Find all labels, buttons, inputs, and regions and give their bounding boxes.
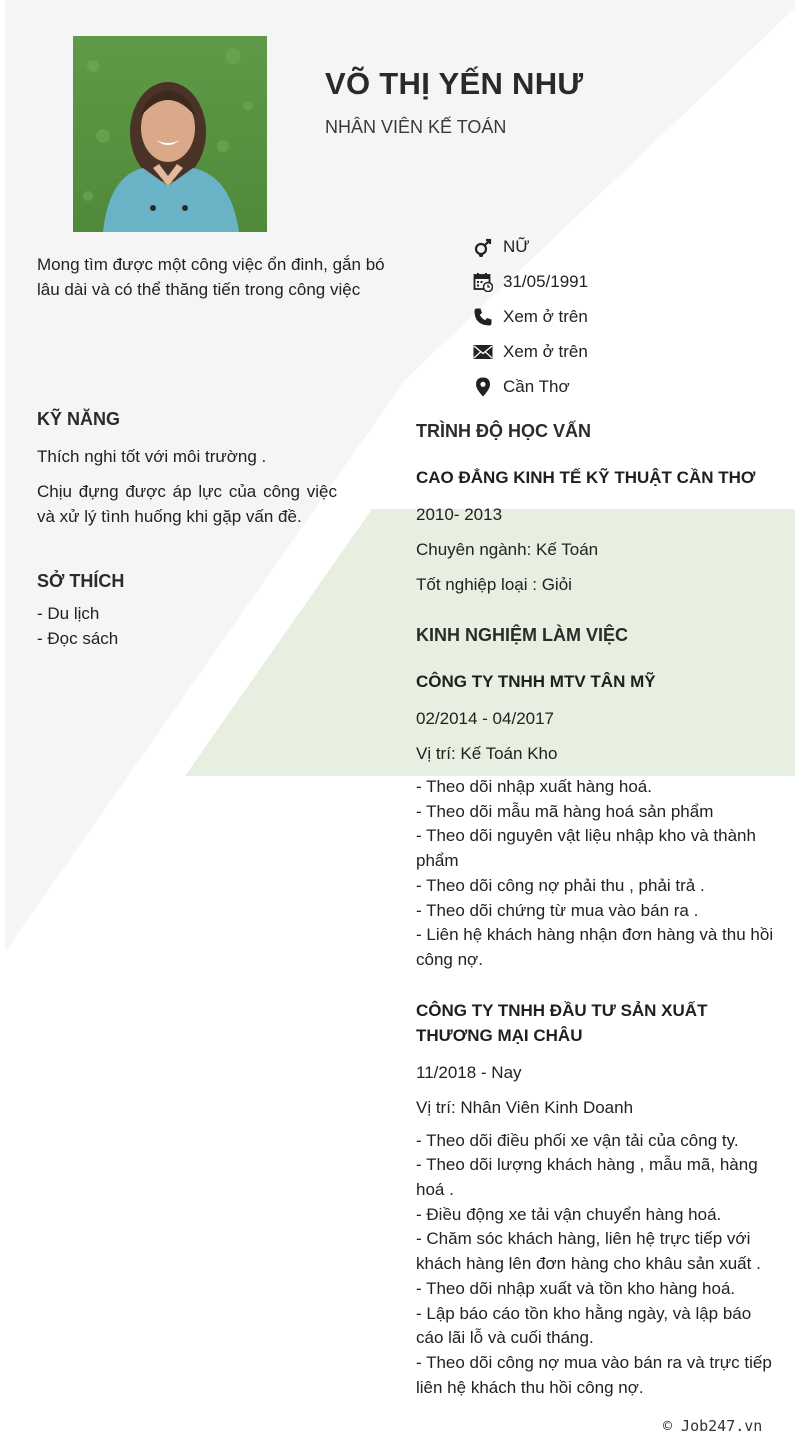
job-duty: - Lập báo cáo tồn kho hằng ngày, và lập báo cáo lãi lỗ và cuối tháng. xyxy=(416,1303,752,1348)
job-duty: - Theo dõi chứng từ mua vào bán ra . xyxy=(416,900,699,920)
job-duty: - Theo dõi lượng khách hàng , mẫu mã, hàng hoá . xyxy=(416,1155,758,1200)
job-period: 11/2018 - Nay xyxy=(416,1062,522,1082)
job-duty: - Theo dõi điều phối xe vận tải của công ty. xyxy=(416,1130,739,1150)
job-position: Vị trí: Nhân Viên Kinh Doanh xyxy=(416,1097,634,1117)
education-school: CAO ĐẲNG KINH TẾ KỸ THUẬT CẦN THƠ xyxy=(416,468,756,487)
education-major: Chuyên ngành: Kế Toán xyxy=(416,540,599,559)
email-icon xyxy=(472,341,494,363)
job-duty: - Theo dõi mẫu mã hàng hoá sản phẩm xyxy=(416,801,714,821)
job-duty: - Liên hệ khách hàng nhận đơn hàng và thu hồi công nợ. xyxy=(416,925,774,969)
job-title: NHÂN VIÊN KẾ TOÁN xyxy=(325,117,507,137)
email-text: Xem ở trên xyxy=(503,341,588,361)
job-duty: - Theo dõi nhập xuất hàng hoá. xyxy=(416,777,652,796)
skill-item: Thích nghi tốt với môi trường . xyxy=(37,447,267,466)
job-company: CÔNG TY TNHH MTV TÂN MỸ xyxy=(416,672,656,691)
career-objective: Mong tìm được một công việc ổn đinh, gắn bó lâu dài và có thể thăng tiến trong công việc xyxy=(37,255,385,299)
candidate-name: VÕ THỊ YẾN NHƯ xyxy=(325,66,584,101)
phone-text: Xem ở trên xyxy=(503,306,588,326)
job-duty: - Điều động xe tải vận chuyển hàng hoá. xyxy=(416,1204,722,1224)
profile-photo xyxy=(73,36,267,232)
education-grade: Tốt nghiệp loại : Giỏi xyxy=(416,575,572,594)
gender-icon xyxy=(472,236,494,258)
job-company: CÔNG TY TNHH ĐẦU TƯ SẢN XUẤT THƯƠNG MẠI CHÂU xyxy=(416,1000,708,1045)
job-duty: - Theo dõi nhập xuất và tồn kho hàng hoá. xyxy=(416,1278,736,1298)
job-position: Vị trí: Kế Toán Kho xyxy=(416,744,558,763)
hobbies-section xyxy=(37,571,337,651)
skill-item: Chịu đựng được áp lực của công việc và xử lý tình huống khi gặp vấn đề. xyxy=(37,482,337,526)
job-duty: - Theo dõi nguyên vật liệu nhập kho và thành phẩm xyxy=(416,826,756,871)
contact-info xyxy=(472,229,772,404)
job-entry xyxy=(416,669,776,973)
birthdate-text: 31/05/1991 xyxy=(503,271,589,291)
job-duty: - Theo dõi công nợ phải thu , phải trả . xyxy=(416,875,705,895)
location-text: Cần Thơ xyxy=(503,376,570,396)
footer-copyright: © Job247.vn xyxy=(663,1417,763,1435)
gender-text: NỮ xyxy=(503,236,530,256)
contact-location xyxy=(472,369,772,404)
contact-phone xyxy=(472,299,772,334)
contact-gender xyxy=(472,229,772,264)
experience-heading: KINH NGHIỆM LÀM VIỆC xyxy=(416,625,629,645)
skills-heading: KỸ NĂNG xyxy=(37,409,121,429)
contact-birthdate xyxy=(472,264,772,299)
calendar-icon xyxy=(472,271,494,293)
phone-icon xyxy=(472,306,494,328)
hobby-item: - Đọc sách xyxy=(37,629,119,648)
hobby-item: - Du lịch xyxy=(37,604,100,623)
hobbies-heading: SỞ THÍCH xyxy=(37,571,125,591)
job-duty: - Theo dõi công nợ mua vào bán ra và trực tiếp liên hệ khách thu hồi công nợ. xyxy=(416,1352,772,1397)
education-period: 2010- 2013 xyxy=(416,505,503,524)
job-duty: - Chăm sóc khách hàng, liên hệ trực tiếp với khách hàng lên đơn hàng cho khâu sản xuất . xyxy=(416,1229,761,1274)
location-pin-icon xyxy=(472,376,494,398)
job-entry xyxy=(416,998,776,1401)
right-column xyxy=(416,419,776,1400)
skills-section xyxy=(37,409,337,529)
contact-email xyxy=(472,334,772,369)
job-period: 02/2014 - 04/2017 xyxy=(416,709,555,728)
education-heading: TRÌNH ĐỘ HỌC VẤN xyxy=(416,421,591,441)
